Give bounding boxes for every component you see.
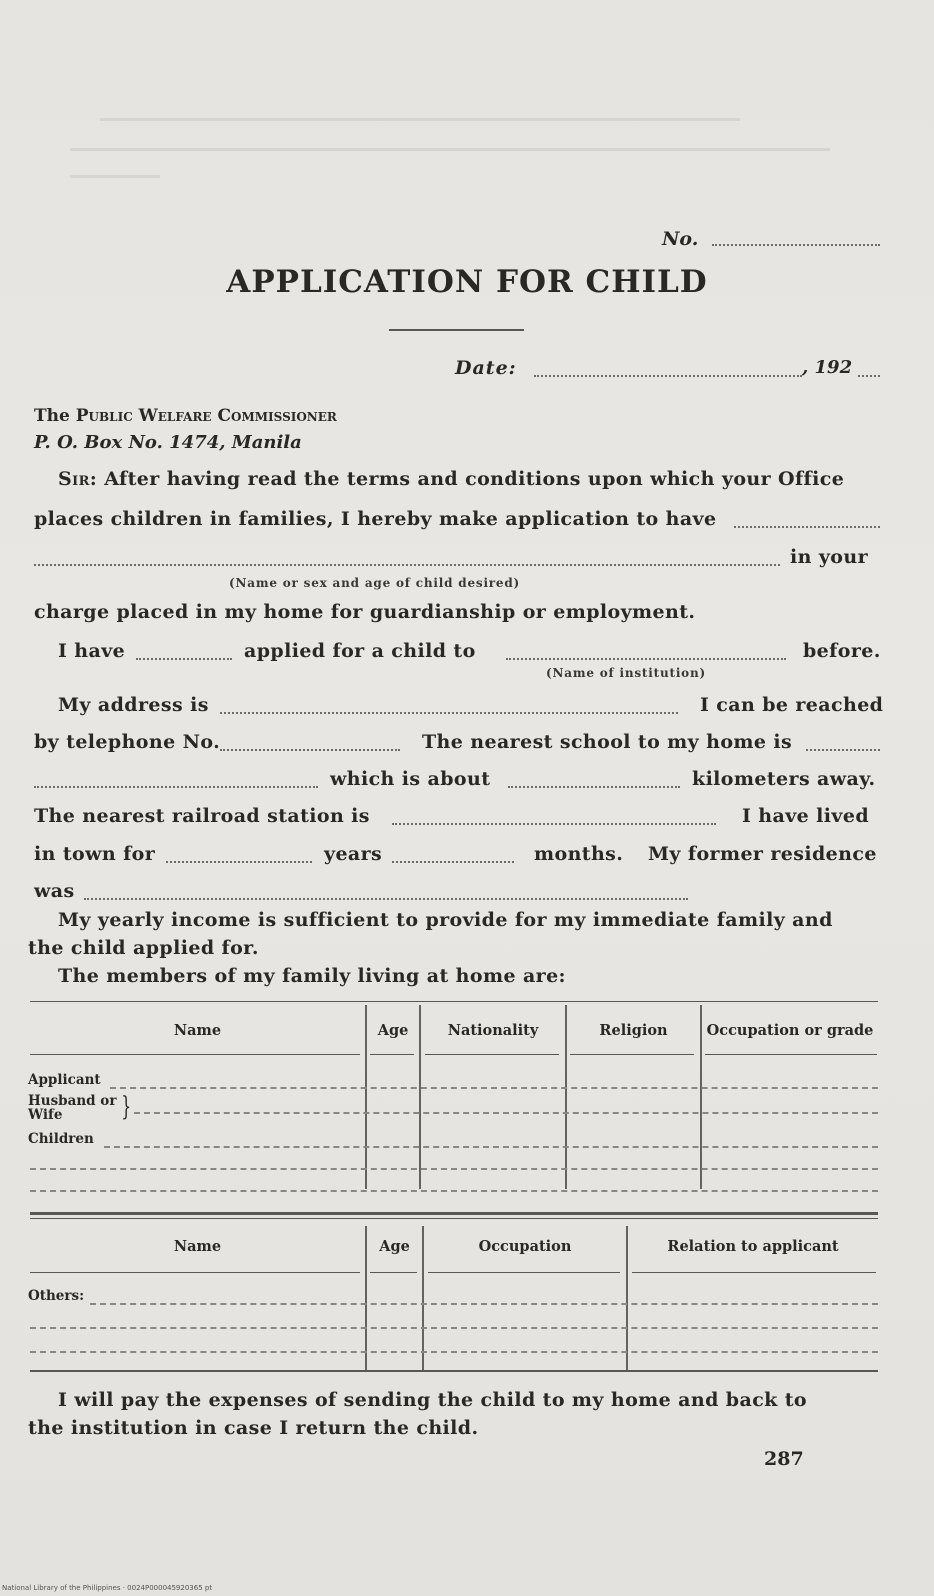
year-prefix: , 192 <box>802 357 853 378</box>
lived-label: I have lived <box>742 805 870 827</box>
family-header-underline <box>705 1054 877 1055</box>
school-field-b[interactable] <box>34 786 318 788</box>
railroad-field[interactable] <box>392 823 716 825</box>
date-label: Date: <box>455 357 517 379</box>
table-row-others[interactable] <box>30 1351 878 1353</box>
closing-line-1: I will pay the expenses of sending the child to my home and back to <box>58 1389 807 1411</box>
kilometers-label: kilometers away. <box>692 768 876 790</box>
others-header-underline <box>428 1272 620 1273</box>
applied-label-c: before. <box>803 640 881 662</box>
railroad-label: The nearest railroad station is <box>34 805 370 827</box>
others-table-bottom-rule <box>30 1370 878 1372</box>
years-field[interactable] <box>166 861 312 863</box>
family-header-underline <box>570 1054 694 1055</box>
child-desired-field-b[interactable] <box>34 564 780 566</box>
former-residence-field[interactable] <box>84 898 688 900</box>
paragraph-1-line-4: charge placed in my home for guardianship or employment. <box>34 601 696 623</box>
family-members-intro: The members of my family living at home are: <box>58 965 566 987</box>
page-number: 287 <box>764 1448 804 1470</box>
family-header-religion: Religion <box>599 1022 668 1039</box>
table-row-others[interactable] <box>30 1327 878 1329</box>
others-header-name: Name <box>173 1238 222 1255</box>
paragraph-1-line-2: places children in families, I hereby make application to have <box>34 508 717 530</box>
bleed-through-mark <box>100 118 740 121</box>
row-label-husband: Husband or <box>28 1093 117 1109</box>
others-header-underline <box>632 1272 876 1273</box>
title-rule <box>389 329 524 331</box>
table-row-children[interactable] <box>30 1190 878 1192</box>
years-label: years <box>324 843 383 865</box>
row-label-children: Children <box>28 1131 94 1147</box>
others-header-occupation: Occupation <box>478 1238 572 1255</box>
row-label-wife: Wife <box>28 1107 63 1123</box>
date-field[interactable] <box>534 375 802 377</box>
town-label: in town for <box>34 843 156 865</box>
bleed-through-mark <box>70 175 160 178</box>
others-header-relation: Relation to applicant <box>667 1238 839 1255</box>
addressee-prefix: The <box>34 406 70 426</box>
family-table-top-rule <box>30 1001 878 1002</box>
income-line-2: the child applied for. <box>28 937 259 959</box>
distance-label: which is about <box>330 768 491 790</box>
months-field[interactable] <box>392 861 514 863</box>
others-header-underline <box>30 1272 360 1273</box>
income-line-1: My yearly income is sufficient to provide for my immediate family and <box>58 909 833 931</box>
family-header-underline <box>30 1054 360 1055</box>
addressee-line-1 <box>34 406 337 426</box>
number-label: No. <box>662 228 699 250</box>
school-label: The nearest school to my home is <box>422 731 793 753</box>
year-field[interactable] <box>858 375 880 377</box>
address-label: My address is <box>58 694 209 716</box>
applied-label-b: applied for a child to <box>244 640 476 662</box>
table-row-children[interactable] <box>104 1146 878 1148</box>
table-row-spouse[interactable] <box>134 1112 878 1114</box>
applied-count-field[interactable] <box>136 658 232 660</box>
paragraph-1-line-1: After having read the terms and conditions upon which your Office <box>104 468 845 490</box>
table-row-applicant[interactable] <box>110 1087 878 1089</box>
row-label-others: Others: <box>28 1288 85 1304</box>
salutation-line <box>58 468 844 490</box>
applied-label-a: I have <box>58 640 126 662</box>
months-label: months. <box>534 843 624 865</box>
table-row-children[interactable] <box>30 1168 878 1170</box>
brace-icon: } <box>121 1092 132 1122</box>
telephone-label: by telephone No. <box>34 731 221 753</box>
was-label: was <box>34 880 75 902</box>
family-header-occupation: Occupation or grade <box>706 1022 874 1039</box>
caption-institution: (Name of institution) <box>546 666 706 680</box>
distance-field[interactable] <box>508 786 680 788</box>
salutation: Sir: <box>58 468 98 490</box>
former-residence-label: My former residence <box>648 843 877 865</box>
footer-note: National Library of the Philippines · 0024P000045920365 pt <box>2 1584 213 1592</box>
caption-child-desired: (Name or sex and age of child desired) <box>229 576 521 590</box>
family-header-age: Age <box>377 1022 409 1039</box>
others-header-underline <box>370 1272 417 1273</box>
addressee-line-2: P. O. Box No. 1474, Manila <box>34 432 302 453</box>
reached-label: I can be reached <box>700 694 884 716</box>
others-header-age: Age <box>379 1238 410 1255</box>
address-field[interactable] <box>220 712 678 714</box>
child-desired-field-a[interactable] <box>734 526 880 528</box>
row-label-applicant: Applicant <box>28 1072 101 1088</box>
family-table-bottom-rule <box>30 1212 878 1215</box>
addressee-title: Public Welfare Commissioner <box>75 406 337 426</box>
page-title: APPLICATION FOR CHILD <box>226 264 708 300</box>
family-header-nationality: Nationality <box>447 1022 539 1039</box>
table-row-others[interactable] <box>90 1303 878 1305</box>
institution-field[interactable] <box>506 658 786 660</box>
family-header-underline <box>425 1054 559 1055</box>
paragraph-1-line-3-end: in your <box>790 546 868 568</box>
family-header-name: Name <box>173 1022 222 1039</box>
telephone-field[interactable] <box>220 749 400 751</box>
number-field[interactable] <box>712 244 880 246</box>
family-header-underline <box>370 1054 414 1055</box>
closing-line-2: the institution in case I return the child. <box>28 1417 479 1439</box>
family-table-bottom-rule <box>30 1218 878 1219</box>
bleed-through-mark <box>70 148 830 151</box>
school-field-a[interactable] <box>806 749 880 751</box>
